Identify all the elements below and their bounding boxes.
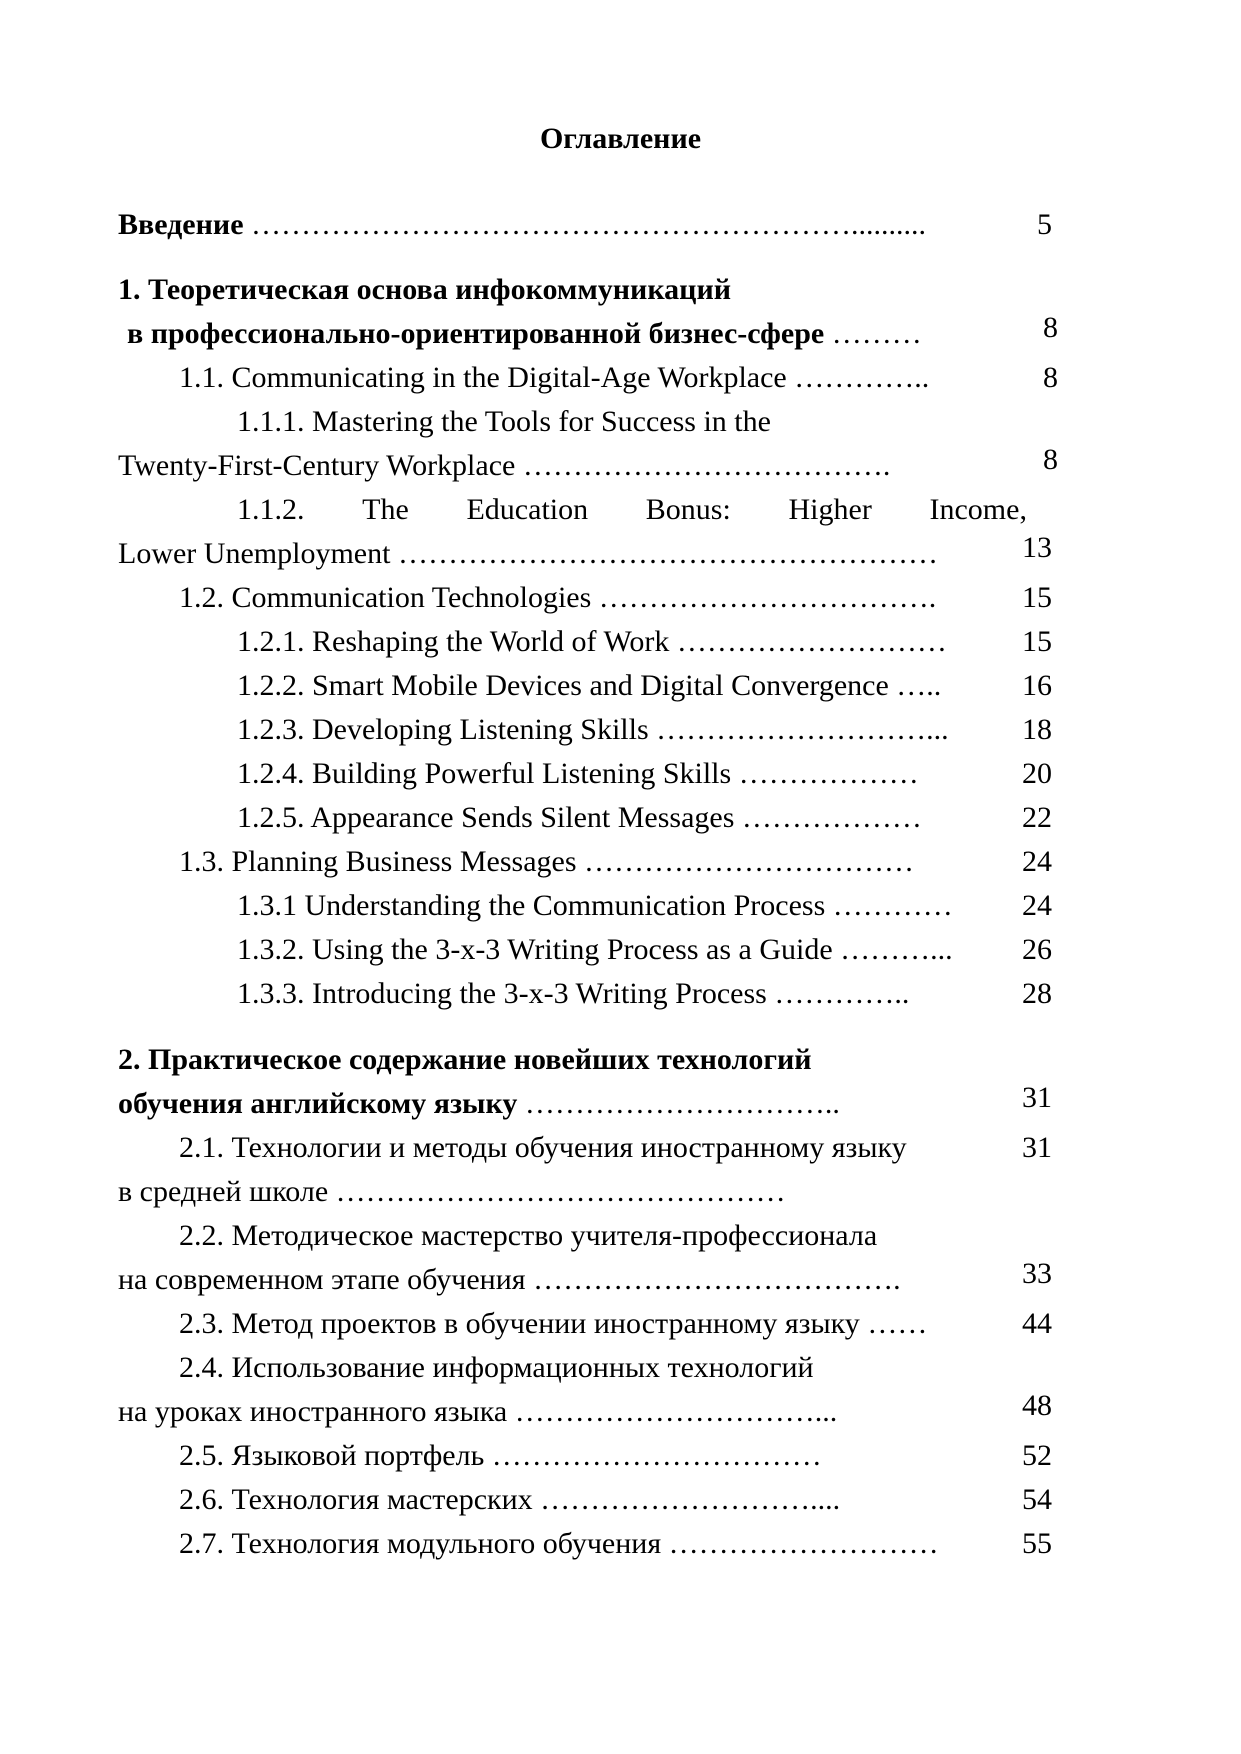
- page-number: 55: [1022, 1527, 1052, 1560]
- toc-entry-1-2-1[interactable]: [237, 627, 947, 657]
- leader-dots: ……………………………….: [522, 449, 891, 482]
- toc-entry-1-1-2-line2[interactable]: [118, 539, 938, 569]
- page-number: 31: [1022, 1131, 1052, 1164]
- entry-label: 2.7. Технология модульного обучения: [179, 1527, 662, 1560]
- justified-word: 1.1.2.: [237, 493, 305, 526]
- leader-dots: ………………: [738, 757, 919, 790]
- leader-dots: ………………………: [668, 1527, 939, 1560]
- justified-word: Education: [466, 493, 589, 526]
- page-number: 20: [1022, 757, 1052, 790]
- page-number: 8: [1043, 311, 1058, 344]
- entry-label: 1.2.5. Appearance Sends Silent Messages: [237, 801, 735, 834]
- entry-label: 2.6. Технология мастерских: [179, 1483, 533, 1516]
- toc-entry-1-3-1[interactable]: [237, 891, 953, 921]
- page-number: 13: [1022, 531, 1052, 564]
- entry-label: 1.2.2. Smart Mobile Devices and Digital Convergence: [237, 669, 889, 702]
- leader-dots: ………………………...: [656, 713, 949, 746]
- entry-label: 2.5. Языковой портфель: [179, 1439, 485, 1472]
- entry-label: Введение: [118, 208, 244, 241]
- toc-entry-2-4-line2[interactable]: [118, 1397, 837, 1427]
- leader-dots: …………..: [794, 361, 930, 394]
- leader-dots: …………………………...: [514, 1395, 838, 1428]
- leader-dots: ………...: [840, 933, 953, 966]
- toc-entry-1-1-2-line1[interactable]: [237, 495, 1027, 525]
- toc-entry-1-3-2[interactable]: [237, 935, 953, 965]
- entry-label: 1.2.3. Developing Listening Skills: [237, 713, 649, 746]
- leader-dots: ……………………………….: [533, 1263, 901, 1296]
- page-number: 16: [1022, 669, 1052, 702]
- toc-entry-2-6[interactable]: [179, 1485, 840, 1515]
- page-number: 22: [1022, 801, 1052, 834]
- page-number: 15: [1022, 625, 1052, 658]
- entry-label: Lower Unemployment: [118, 537, 391, 570]
- leader-dots: …………………………..: [524, 1087, 840, 1120]
- toc-entry-1-2-3[interactable]: [237, 715, 949, 745]
- toc-entry-1-2-4[interactable]: [237, 759, 919, 789]
- page-title: Оглавление: [539, 122, 702, 155]
- toc-entry-2-7[interactable]: [179, 1529, 939, 1559]
- page-number: 18: [1022, 713, 1052, 746]
- leader-dots: …………..: [774, 977, 910, 1010]
- leader-dots: ………………………....: [540, 1483, 841, 1516]
- leader-dots: ……: [867, 1307, 928, 1340]
- toc-entry-2-1-line1[interactable]: 2.1. Технологии и методы обучения иностранному языку: [179, 1131, 907, 1164]
- page-number: 48: [1022, 1389, 1052, 1422]
- toc-entry-1-3[interactable]: [179, 847, 914, 877]
- entry-label: 1.3.3. Introducing the 3-x-3 Writing Process: [237, 977, 767, 1010]
- toc-entry-2-4-line1[interactable]: 2.4. Использование информационных технологий: [179, 1351, 814, 1384]
- entry-label: 1.3.2. Using the 3-x-3 Writing Process as a Guide: [237, 933, 833, 966]
- page-number: 54: [1022, 1483, 1052, 1516]
- toc-entry-1-2-2[interactable]: [237, 671, 941, 701]
- toc-entry-1-2[interactable]: [179, 583, 936, 613]
- entry-label: обучения английскому языку: [118, 1087, 518, 1120]
- leader-dots: ……………………………: [491, 1439, 822, 1472]
- justified-word: The: [362, 493, 409, 526]
- toc-entry-2-2-line2[interactable]: [118, 1265, 901, 1295]
- page-number: 31: [1022, 1081, 1052, 1114]
- toc-entry-1-1[interactable]: [179, 363, 929, 393]
- toc-entry-1-1-1-line2[interactable]: [118, 451, 890, 481]
- toc-entry-1-2-5[interactable]: [237, 803, 922, 833]
- page-number: 15: [1022, 581, 1052, 614]
- toc-chapter-2-line1[interactable]: 2. Практическое содержание новейших технологий: [118, 1043, 812, 1076]
- leader-dots: ……………………………: [584, 845, 914, 878]
- entry-label: в профессионально-ориентированной бизнес-сфере: [127, 317, 825, 350]
- entry-label: 1.2. Communication Technologies: [179, 581, 592, 614]
- entry-label: на уроках иностранного языка: [118, 1395, 508, 1428]
- toc-chapter-2-line2[interactable]: [118, 1089, 840, 1119]
- entry-label: на современном этапе обучения: [118, 1263, 526, 1296]
- leader-dots: …..: [896, 669, 942, 702]
- justified-word: Bonus:: [645, 493, 731, 526]
- leader-dots: …………………………….: [598, 581, 937, 614]
- entry-label: 2.3. Метод проектов в обучении иностранному языку: [179, 1307, 860, 1340]
- justified-word: Income,: [929, 493, 1027, 526]
- leader-dots: ………: [831, 317, 922, 350]
- toc-entry-2-2-line1[interactable]: 2.2. Методическое мастерство учителя-профессионала: [179, 1219, 878, 1252]
- entry-label: 1.3.1 Understanding the Communication Process: [237, 889, 826, 922]
- leader-dots: ………………………: [676, 625, 947, 658]
- toc-entry-2-1-line2[interactable]: [118, 1177, 786, 1207]
- page-number: 44: [1022, 1307, 1052, 1340]
- entry-label: Twenty-First-Century Workplace: [118, 449, 516, 482]
- toc-entry-1-3-3[interactable]: [237, 979, 909, 1009]
- leader-dots: ………………: [741, 801, 922, 834]
- page-number: 24: [1022, 845, 1052, 878]
- toc-entry-2-5[interactable]: [179, 1441, 822, 1471]
- toc-chapter-1-line1[interactable]: 1. Теоретическая основа инфокоммуникаций: [118, 273, 732, 306]
- page-number: 8: [1043, 443, 1058, 476]
- toc-entry-intro[interactable]: [118, 210, 926, 240]
- page-number: 33: [1022, 1257, 1052, 1290]
- leader-dots: ……………………………………………………..........: [251, 208, 927, 241]
- toc-entry-2-3[interactable]: [179, 1309, 927, 1339]
- entry-label: 1.1. Communicating in the Digital-Age Workplace: [179, 361, 787, 394]
- entry-label: в средней школе: [118, 1175, 329, 1208]
- leader-dots: ………………………………………………: [397, 537, 938, 570]
- page-number: 8: [1043, 361, 1058, 394]
- page-number: 5: [1037, 208, 1052, 241]
- entry-label: 1.3. Planning Business Messages: [179, 845, 577, 878]
- justified-word: Higher: [788, 493, 872, 526]
- page-number: 24: [1022, 889, 1052, 922]
- page-number: 52: [1022, 1439, 1052, 1472]
- leader-dots: …………: [832, 889, 953, 922]
- toc-chapter-1-line2[interactable]: [127, 319, 922, 349]
- leader-dots: ………………………………………: [335, 1175, 786, 1208]
- entry-label: 1.2.1. Reshaping the World of Work: [237, 625, 670, 658]
- toc-entry-1-1-1-line1[interactable]: 1.1.1. Mastering the Tools for Success in the: [237, 405, 771, 438]
- entry-label: 1.2.4. Building Powerful Listening Skills: [237, 757, 732, 790]
- page-number: 28: [1022, 977, 1052, 1010]
- page-number: 26: [1022, 933, 1052, 966]
